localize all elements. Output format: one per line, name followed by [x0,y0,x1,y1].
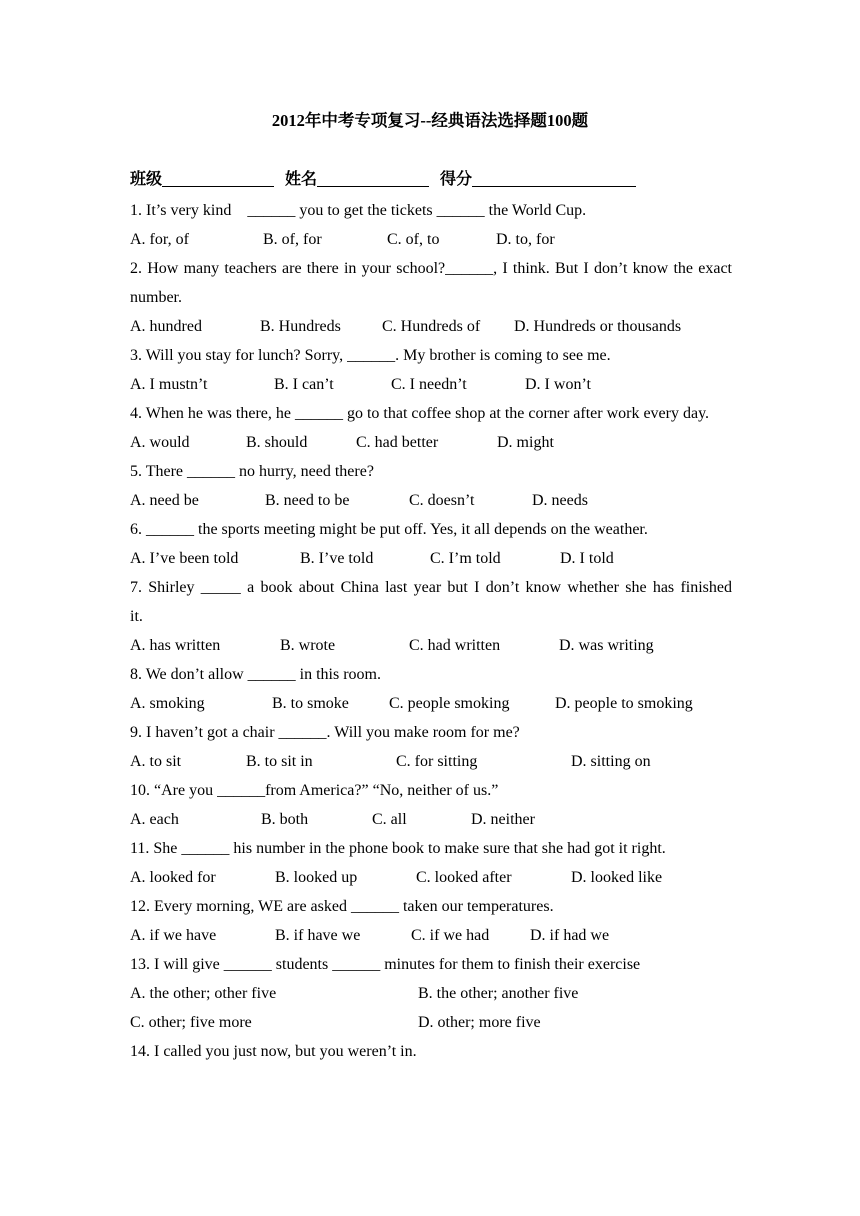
option: A. looked for [130,869,216,886]
option: B. if have we [275,927,361,944]
option: C. doesn’t [409,492,475,509]
options-7 [130,631,732,660]
option: C. Hundreds of [382,318,481,335]
option: C. had better [356,434,439,451]
question-13: 13. I will give ______ students ______ minutes for them to finish their exercise [130,956,641,973]
option: C. looked after [416,869,512,886]
option: A. need be [130,492,199,509]
option: C. for sitting [396,753,478,770]
question-8: 8. We don’t allow ______ in this room. [130,666,381,683]
question-3: 3. Will you stay for lunch? Sorry, ______. My brother is coming to see me. [130,347,611,364]
option: A. smoking [130,695,205,712]
class-blank [162,170,274,187]
options-13b [130,1008,732,1037]
option: B. I’ve told [300,550,374,567]
option: B. I can’t [274,376,334,393]
name-blank [317,170,429,187]
options-8 [130,689,732,718]
option: A. each [130,811,179,828]
question-14: 14. I called you just now, but you weren’t in. [130,1043,417,1060]
options-5 [130,486,732,515]
option: A. the other; other five [130,985,277,1002]
options-3 [130,370,732,399]
option: C. people smoking [389,695,510,712]
option: B. of, for [263,231,322,248]
option: B. both [261,811,309,828]
page-title: 2012年中考专项复习--经典语法选择题100题 [271,111,589,130]
option: C. had written [409,637,501,654]
options-1 [130,225,732,254]
question-2: 2. How many teachers are there in your school?______, I think. But I don’t know the exact number. [130,260,732,306]
score-blank [472,170,636,187]
options-11 [130,863,732,892]
question-9: 9. I haven’t got a chair ______. Will you make room for me? [130,724,520,741]
options-10 [130,805,732,834]
class-field [130,168,274,192]
option: A. would [130,434,190,451]
option: C. I needn’t [391,376,467,393]
option: D. I told [560,550,614,567]
name-field [285,168,429,192]
question-5: 5. There ______ no hurry, need there? [130,463,374,480]
options-12 [130,921,732,950]
option: A. I’ve been told [130,550,239,567]
question-10: 10. “Are you ______from America?” “No, neither of us.” [130,782,499,799]
option: D. people to smoking [555,695,693,712]
option: D. I won’t [525,376,591,393]
option: D. looked like [571,869,663,886]
question-12: 12. Every morning, WE are asked ______ taken our temperatures. [130,898,554,915]
name-label: 姓名 [285,171,318,188]
option: D. neither [471,811,535,828]
option: A. if we have [130,927,217,944]
question-6: 6. ______ the sports meeting might be put off. Yes, it all depends on the weather. [130,521,648,538]
option: B. the other; another five [418,985,579,1002]
option: B. need to be [265,492,350,509]
option: A. hundred [130,318,202,335]
option: A. for, of [130,231,189,248]
option: A. I mustn’t [130,376,208,393]
option: C. I’m told [430,550,501,567]
options-2 [130,312,732,341]
option: B. looked up [275,869,358,886]
option: B. Hundreds [260,318,341,335]
option: A. to sit [130,753,182,770]
option: D. was writing [559,637,654,654]
options-13a [130,979,732,1008]
option: D. other; more five [418,1014,541,1031]
option: C. other; five more [130,1014,252,1031]
option: D. if had we [530,927,610,944]
option: C. if we had [411,927,490,944]
option: B. to smoke [272,695,349,712]
question-list [130,196,732,1066]
question-4: 4. When he was there, he ______ go to that coffee shop at the corner after work every day. [130,405,710,422]
options-9 [130,747,732,776]
option: B. should [246,434,308,451]
option: B. wrote [280,637,336,654]
class-label: 班级 [130,171,163,188]
question-11: 11. She ______ his number in the phone book to make sure that she had got it right. [130,840,666,857]
question-1: 1. It’s very kind ______ you to get the tickets ______ the World Cup. [130,202,587,219]
option: D. to, for [496,231,555,248]
score-label: 得分 [440,171,473,188]
options-6 [130,544,732,573]
option: C. of, to [387,231,440,248]
student-info-line [130,168,730,192]
option: D. might [497,434,554,451]
option: B. to sit in [246,753,313,770]
question-7: 7. Shirley _____ a book about China last year but I don’t know whether she has finished it. [130,579,732,625]
option: D. sitting on [571,753,651,770]
options-4 [130,428,732,457]
option: D. needs [532,492,588,509]
score-field [440,168,636,192]
option: D. Hundreds or thousands [514,318,682,335]
option: A. has written [130,637,221,654]
option: C. all [372,811,407,828]
